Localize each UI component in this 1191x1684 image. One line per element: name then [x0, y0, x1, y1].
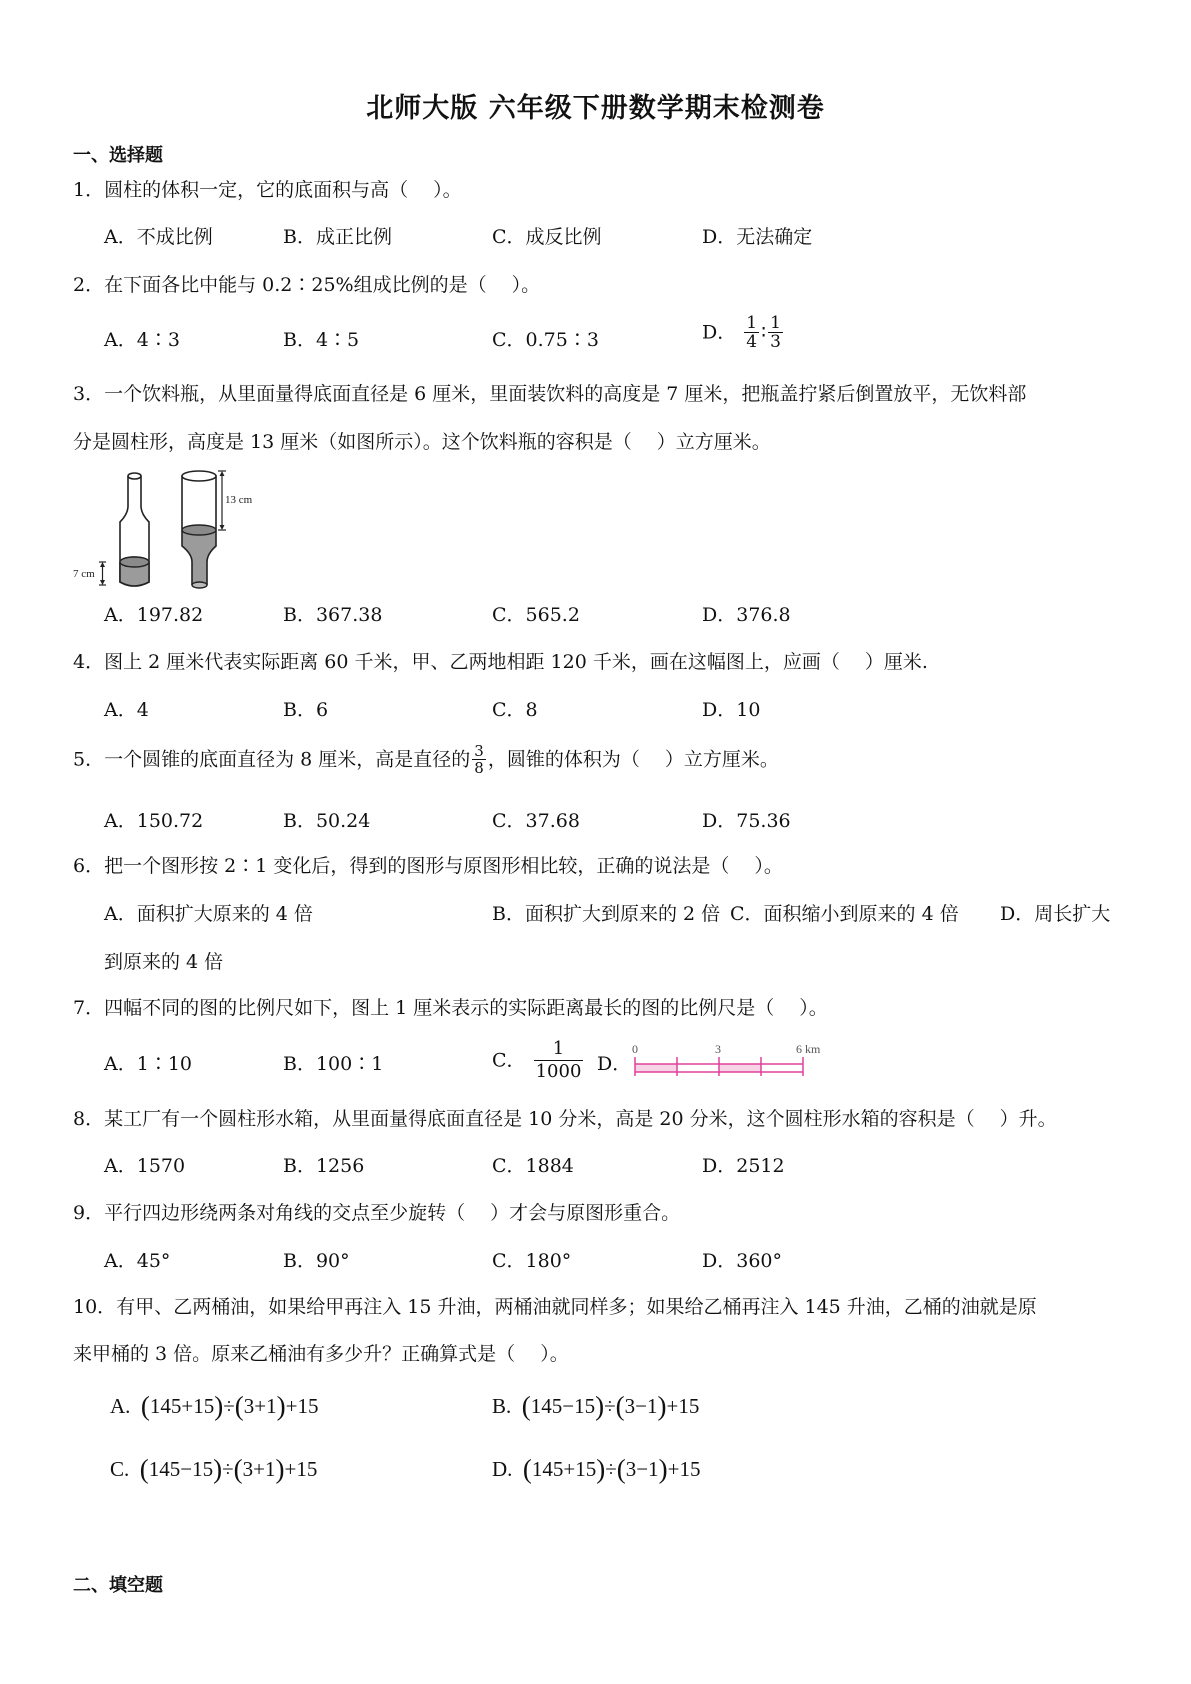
option-9d[interactable]: D．360°: [702, 1250, 782, 1272]
fraction: $\frac{3}{8}$: [474, 742, 484, 777]
option-9a[interactable]: A．45°: [104, 1250, 171, 1272]
question-10-line2: 来甲桶的 3 倍。原来乙桶油有多少升？正确算式是（ ）。: [73, 1343, 569, 1365]
question-text: 有甲、乙两桶油，如果给甲再注入 15 升油，两桶油就同样多；如果给乙桶再注入 145 升油，乙桶的油就是原: [116, 1296, 1037, 1318]
question-text: 一个圆锥的底面直径为 8 厘米，高是直径的: [104, 748, 471, 771]
fraction: $\frac{1}{4}$: [746, 313, 758, 352]
question-text: 平行四边形绕两条对角线的交点至少旋转（ ）才会与原图形重合。: [104, 1202, 681, 1224]
option-3d[interactable]: D．376.8: [702, 604, 791, 626]
inverted-bottle-figure: [170, 466, 280, 590]
option-6c[interactable]: C．面积缩小到原来的 4 倍: [730, 903, 959, 925]
svg-text:13 cm: 13 cm: [225, 494, 253, 506]
svg-text:7 cm: 7 cm: [73, 568, 95, 580]
option-1c[interactable]: C．成反比例: [492, 226, 602, 248]
question-number: 3．: [73, 383, 105, 405]
question-number: 5．: [73, 748, 105, 771]
option-3b[interactable]: B．367.38: [283, 604, 383, 626]
question-7: [73, 996, 828, 1020]
option-2a[interactable]: A．4∶3: [104, 329, 180, 351]
option-5a[interactable]: A．150.72: [104, 810, 204, 832]
option-8a[interactable]: A．1570: [104, 1155, 186, 1177]
option-4b[interactable]: B．6: [283, 699, 329, 721]
option-5c[interactable]: C．37.68: [492, 810, 580, 832]
option-7b[interactable]: B．100∶1: [283, 1053, 384, 1075]
question-number: 7．: [73, 997, 105, 1019]
option-1a[interactable]: A．不成比例: [104, 226, 213, 248]
option-5b[interactable]: B．50.24: [283, 810, 371, 832]
question-3: [73, 382, 1026, 406]
option-6a[interactable]: A．面积扩大原来的 4 倍: [104, 903, 313, 925]
option-2d[interactable]: D． $\frac{1}{4}$ ∶ $\frac{1}{3}$: [702, 313, 781, 352]
svg-text:0: 0: [632, 1042, 638, 1056]
question-text: 一个饮料瓶，从里面量得底面直径是 6 厘米，里面装饮料的高度是 7 厘米，把瓶盖拧紧后倒置放平，无饮料部: [104, 383, 1027, 405]
question-text: 某工厂有一个圆柱形水箱，从里面量得底面直径是 10 分米，高是 20 分米，这个圆柱形水箱的容积是（ ）升。: [104, 1108, 1057, 1130]
fraction: $\frac{1}{1000}$: [535, 1038, 582, 1082]
page-title: 北师大版 六年级下册数学期末检测卷: [366, 93, 825, 124]
option-7c[interactable]: C． $\frac{1}{1000}$: [492, 1038, 582, 1082]
option-6b[interactable]: B．面积扩大到原来的 2 倍: [492, 903, 721, 925]
question-4: [73, 650, 928, 674]
svg-text:6 km: 6 km: [796, 1042, 821, 1056]
svg-text:3: 3: [715, 1042, 721, 1056]
option-3c[interactable]: C．565.2: [492, 604, 580, 626]
question-number: 4．: [73, 651, 105, 673]
option-10a[interactable]: A. (145+15)÷(3+1)+15: [110, 1391, 319, 1421]
option-9c[interactable]: C．180°: [492, 1250, 572, 1272]
question-text: 圆柱的体积一定，它的底面积与高（ ）。: [104, 179, 462, 201]
question-text: 把一个图形按 2∶1 变化后，得到的图形与原图形相比较，正确的说法是（ ）。: [104, 855, 783, 877]
option-1b[interactable]: B．成正比例: [283, 226, 392, 248]
question-number: 10．: [73, 1296, 117, 1318]
question-text: 图上 2 厘米代表实际距离 60 千米，甲、乙两地相距 120 千米，画在这幅图上，应画（ ）厘米.: [104, 651, 928, 673]
option-6d[interactable]: D．周长扩大: [1000, 903, 1111, 925]
option-10b[interactable]: B. (145−15)÷(3−1)+15: [492, 1391, 700, 1421]
option-10c[interactable]: C. (145−15)÷(3+1)+15: [110, 1454, 318, 1484]
option-4d[interactable]: D．10: [702, 699, 761, 721]
question-5: 5．一个圆锥的底面直径为 8 厘米，高是直径的 $\frac{3}{8}$ ，圆锥的体积为（ ）立方厘米。: [73, 742, 779, 777]
question-number: 8．: [73, 1108, 105, 1130]
option-4a[interactable]: A．4: [104, 699, 149, 721]
option-3a[interactable]: A．197.82: [104, 604, 204, 626]
question-number: 6．: [73, 855, 105, 877]
option-6d-continuation: 到原来的 4 倍: [104, 951, 224, 973]
option-2c[interactable]: C．0.75∶3: [492, 329, 599, 351]
option-5d[interactable]: D．75.36: [702, 810, 791, 832]
option-7d[interactable]: D．: [597, 1053, 632, 1075]
option-1d[interactable]: D．无法确定: [702, 226, 813, 248]
scale-bar: [632, 1040, 832, 1080]
question-1: [73, 178, 462, 202]
question-text: 在下面各比中能与 0.2∶25%组成比例的是（ ）。: [104, 274, 541, 296]
question-9: [73, 1201, 680, 1225]
question-8: [73, 1107, 1057, 1131]
question-text: 四幅不同的图的比例尺如下，图上 1 厘米表示的实际距离最长的图的比例尺是（ ）。: [104, 997, 828, 1019]
upright-bottle-figure: [70, 466, 170, 590]
option-8b[interactable]: B．1256: [283, 1155, 365, 1177]
question-number: 1．: [73, 179, 105, 201]
question-3-line2: 分是圆柱形，高度是 13 厘米（如图所示）。这个饮料瓶的容积是（ ）立方厘米。: [73, 431, 771, 453]
question-number: 9．: [73, 1202, 105, 1224]
fraction: $\frac{1}{3}$: [770, 313, 781, 352]
option-10d[interactable]: D. (145+15)÷(3−1)+15: [492, 1454, 701, 1484]
option-8c[interactable]: C．1884: [492, 1155, 574, 1177]
question-number: 2．: [73, 274, 105, 296]
question-2: [73, 273, 540, 297]
option-9b[interactable]: B．90°: [283, 1250, 350, 1272]
section-heading-choice: 一、选择题: [73, 145, 163, 166]
option-8d[interactable]: D．2512: [702, 1155, 785, 1177]
question-10: [73, 1295, 1037, 1319]
option-7a[interactable]: A．1∶10: [104, 1053, 192, 1075]
option-2b[interactable]: B．4∶5: [283, 329, 360, 351]
question-6: [73, 854, 783, 878]
section-heading-fill-blank: 二、填空题: [73, 1575, 163, 1596]
option-4c[interactable]: C．8: [492, 699, 538, 721]
